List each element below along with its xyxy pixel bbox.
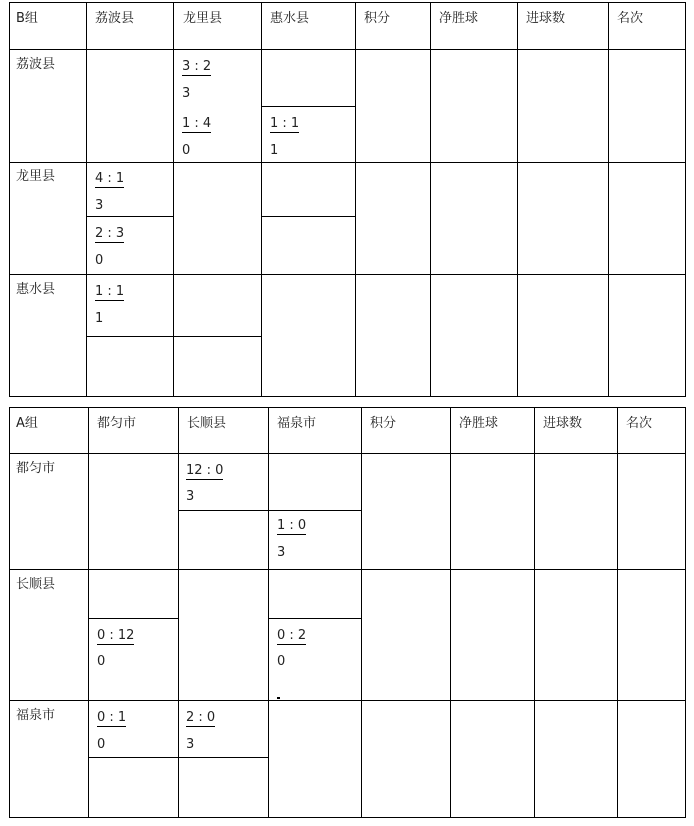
match-score: 2 : 3 (95, 226, 125, 241)
col-header-libo: 荔波县 (95, 11, 135, 26)
match-points: 3 (182, 86, 191, 101)
col-header-goal-diff: 净胜球 (459, 416, 499, 431)
match-points: 3 (186, 489, 195, 504)
match-points: 3 (277, 545, 286, 560)
group-a-label: A组 (16, 416, 38, 431)
match-score: 1 : 1 (270, 116, 300, 131)
match-score: 0 : 1 (97, 710, 127, 725)
match-score: 0 : 2 (277, 628, 307, 643)
match-points: 3 (186, 737, 195, 752)
match-points: 0 (97, 654, 106, 669)
match-points: 1 (270, 143, 279, 158)
col-header-goals: 进球数 (526, 11, 566, 26)
match-points: 3 (95, 198, 104, 213)
match-points: 1 (95, 311, 104, 326)
col-header-longli: 龙里县 (183, 11, 223, 26)
col-header-points: 积分 (370, 416, 397, 431)
match-points: 0 (182, 143, 191, 158)
row-label-huishui: 惠水县 (16, 282, 56, 297)
col-header-goal-diff: 净胜球 (439, 11, 479, 26)
col-header-huishui: 惠水县 (270, 11, 310, 26)
match-points: 0 (97, 737, 106, 752)
match-score: 12 : 0 (186, 463, 224, 478)
col-header-points: 积分 (364, 11, 391, 26)
col-header-goals: 进球数 (543, 416, 583, 431)
col-header-fuquan: 福泉市 (277, 416, 317, 431)
match-score: 0 : 12 (97, 628, 135, 643)
match-score: 1 : 0 (277, 518, 307, 533)
match-score: 2 : 0 (186, 710, 216, 725)
row-label-libo: 荔波县 (16, 57, 56, 72)
col-header-rank: 名次 (626, 416, 653, 431)
match-points: 0 (95, 253, 104, 268)
group-b-label: B组 (16, 11, 38, 26)
col-header-duyun: 都匀市 (97, 416, 137, 431)
match-score: 4 : 1 (95, 171, 125, 186)
row-label-fuquan: 福泉市 (16, 708, 56, 723)
row-label-longli: 龙里县 (16, 169, 56, 184)
row-label-duyun: 都匀市 (16, 461, 56, 476)
match-score: 1 : 4 (182, 116, 212, 131)
row-label-changshun: 长顺县 (16, 577, 56, 592)
match-points: 0 (277, 654, 286, 669)
match-score: 3 : 2 (182, 59, 212, 74)
col-header-rank: 名次 (617, 11, 644, 26)
col-header-changshun: 长顺县 (187, 416, 227, 431)
match-score: 1 : 1 (95, 284, 125, 299)
